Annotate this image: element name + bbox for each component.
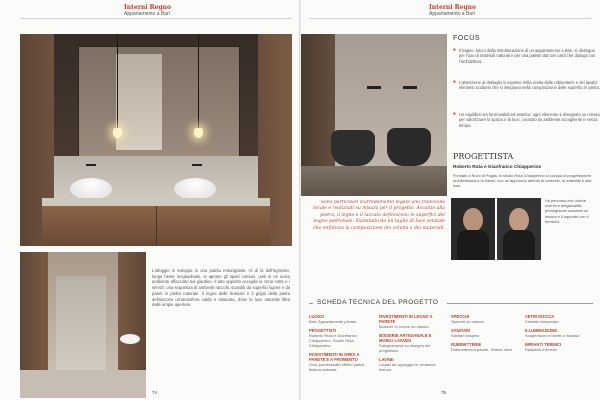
header-rule-left <box>20 18 292 19</box>
focus-item <box>453 79 600 108</box>
header-brand-right: Interni Regno <box>429 4 477 11</box>
sheet-column <box>309 314 375 376</box>
bullet-icon: ● <box>453 111 457 117</box>
portrait-roberto-ruta <box>451 198 495 260</box>
sheet-value: Cristallo temperato <box>525 319 559 324</box>
left-folio: 74 <box>152 390 158 395</box>
sheet-value: Radiatori d'arredo <box>525 347 557 352</box>
focus-title: FOCUS <box>453 35 480 42</box>
focus-item-text: Il bagno, fulcro della ristrutturazione di un appartamento a Bari, si distingue per l'uso di materiali naturali e per una palette dai toni caldi che dialoga con l'architettura. <box>459 48 596 64</box>
sheet-label: PROGETTISTI <box>309 328 337 333</box>
header-rule-right <box>309 18 591 19</box>
header-subtitle-left: Appartamento a Bari <box>124 11 170 17</box>
right-folio: 75 <box>441 390 447 395</box>
sheet-rule-left <box>309 303 313 304</box>
sheet-label: ILLUMINAZIONE <box>525 328 558 333</box>
bullet-icon: ● <box>453 79 457 85</box>
sheet-column <box>451 314 517 356</box>
sheet-label: LAVABI <box>379 357 394 362</box>
focus-item-text: Un equilibrio tra funzionalità ed estetica: ogni elemento è disegnato su misura per valorizzare lo spazio e la luce, creando un ambiente accogliente e senza tempo. <box>459 112 600 128</box>
sheet-value: Boiserie in rovere su misura <box>379 324 429 329</box>
sheet-value: Gres porcellanato effetto pietra, finitura naturale <box>309 362 365 372</box>
bullet-icon: ● <box>453 47 457 53</box>
sheet-value: Roberto Ruta e Gianfranco Chiapperino, Studio Ruta Chiapperino <box>309 333 357 348</box>
designer-bio: Fondato a Ruvo di Puglia, lo studio Ruta Chiapperino si occupa di progettazione architettonica e di interni, con un approccio attento al contesto, ai materiali e alla luce. <box>453 173 592 189</box>
corridor-photo <box>20 252 146 398</box>
sheet-rule-right <box>447 303 593 304</box>
designer-section-title: PROGETTISTA <box>453 152 514 161</box>
focus-item <box>453 47 600 76</box>
bathroom-main-photo <box>20 34 292 246</box>
designer-names: Roberto Ruta e Gianfranco Chiapperino <box>453 164 542 169</box>
sheet-value: Rubinetteria a parete, finitura nera <box>451 347 512 352</box>
sheet-label: BOISERIE ARTIGIANALE E MOBILI LAVABO <box>379 333 432 343</box>
header-subtitle-right: Appartamento a Bari <box>429 11 475 17</box>
sheet-label: RUBINETTERIE <box>451 342 482 347</box>
designer-bio-side: Un percorso che unisce ricerca e artigianalità, privilegiando soluzioni su misura e il rapporto con il territorio. <box>545 198 589 224</box>
sheet-value: Sospensioni e faretti a incasso <box>525 333 580 338</box>
sheet-label: SPECCHI <box>451 314 470 319</box>
focus-item-text: L'attenzione al dettaglio si esprime nella scelta delle rubinetterie e dei lavabi: elementi scultorei che si integrano nella composizione delle superfici in pietra. <box>459 80 600 91</box>
sheet-label: IMPIANTI TERMICI <box>525 342 561 347</box>
left-body-text: L'alloggio si sviluppa in una pianta rettangolare. Al di là dell'ingresso, lungo l'asse longitudinale, si aprono gli spazi comuni, uniti in un unico ambiente affacciato sul giardino. Il lato opposto accoglie la zona notte e i servizi: una sequenza di ambienti raccolti, scanditi da superfici lignee e da pareti in pietra naturale. Il legno delle boiserie e il grigio della pietra definiscono un'atmosfera calda e misurata, dove la luce naturale filtra dalle ampie aperture. <box>152 268 290 308</box>
photo-caption: Sono particolari d'arredamento legato alla tradizione locale e realizzati su misura per il progetto. Accanto alla pietra, il legno e il laccato definiscono le superfici del bagno padronale, illuminato da un taglio di luce zenitale che enfatizza la composizione dei volumi e dei materiali. <box>313 200 445 231</box>
sheet-column <box>525 314 591 356</box>
sheet-label: RIVESTIMENTI IN GRES A PARETE E A PAVIMENTO <box>309 352 360 362</box>
left-page <box>0 0 299 400</box>
focus-item <box>453 111 600 140</box>
sheet-value: Lavabi da appoggio in ceramica bianca <box>379 362 436 372</box>
sheet-label: RIVESTIMENTI IN LEGNO A PARETE <box>379 314 433 324</box>
sheet-label: SANITARI <box>451 328 471 333</box>
sheet-value: Specchi su misura <box>451 319 484 324</box>
header-brand-left: Interni Regno <box>124 4 172 11</box>
sheet-value: Bari, Appartamento privato <box>309 319 357 324</box>
sheet-value: Sanitari sospesi <box>451 333 480 338</box>
sheet-column <box>379 314 445 376</box>
right-page <box>301 0 600 400</box>
sheet-value: Falegnameria su disegno del progettista <box>379 343 431 353</box>
sanitary-photo <box>301 34 447 196</box>
sheet-label: LUOGO <box>309 314 325 319</box>
technical-sheet-title: SCHEDA TECNICA DEL PROGETTO <box>317 299 439 306</box>
sheet-label: VETRI DOCCIA <box>525 314 555 319</box>
portrait-gianfranco-chiapperino <box>497 198 541 260</box>
